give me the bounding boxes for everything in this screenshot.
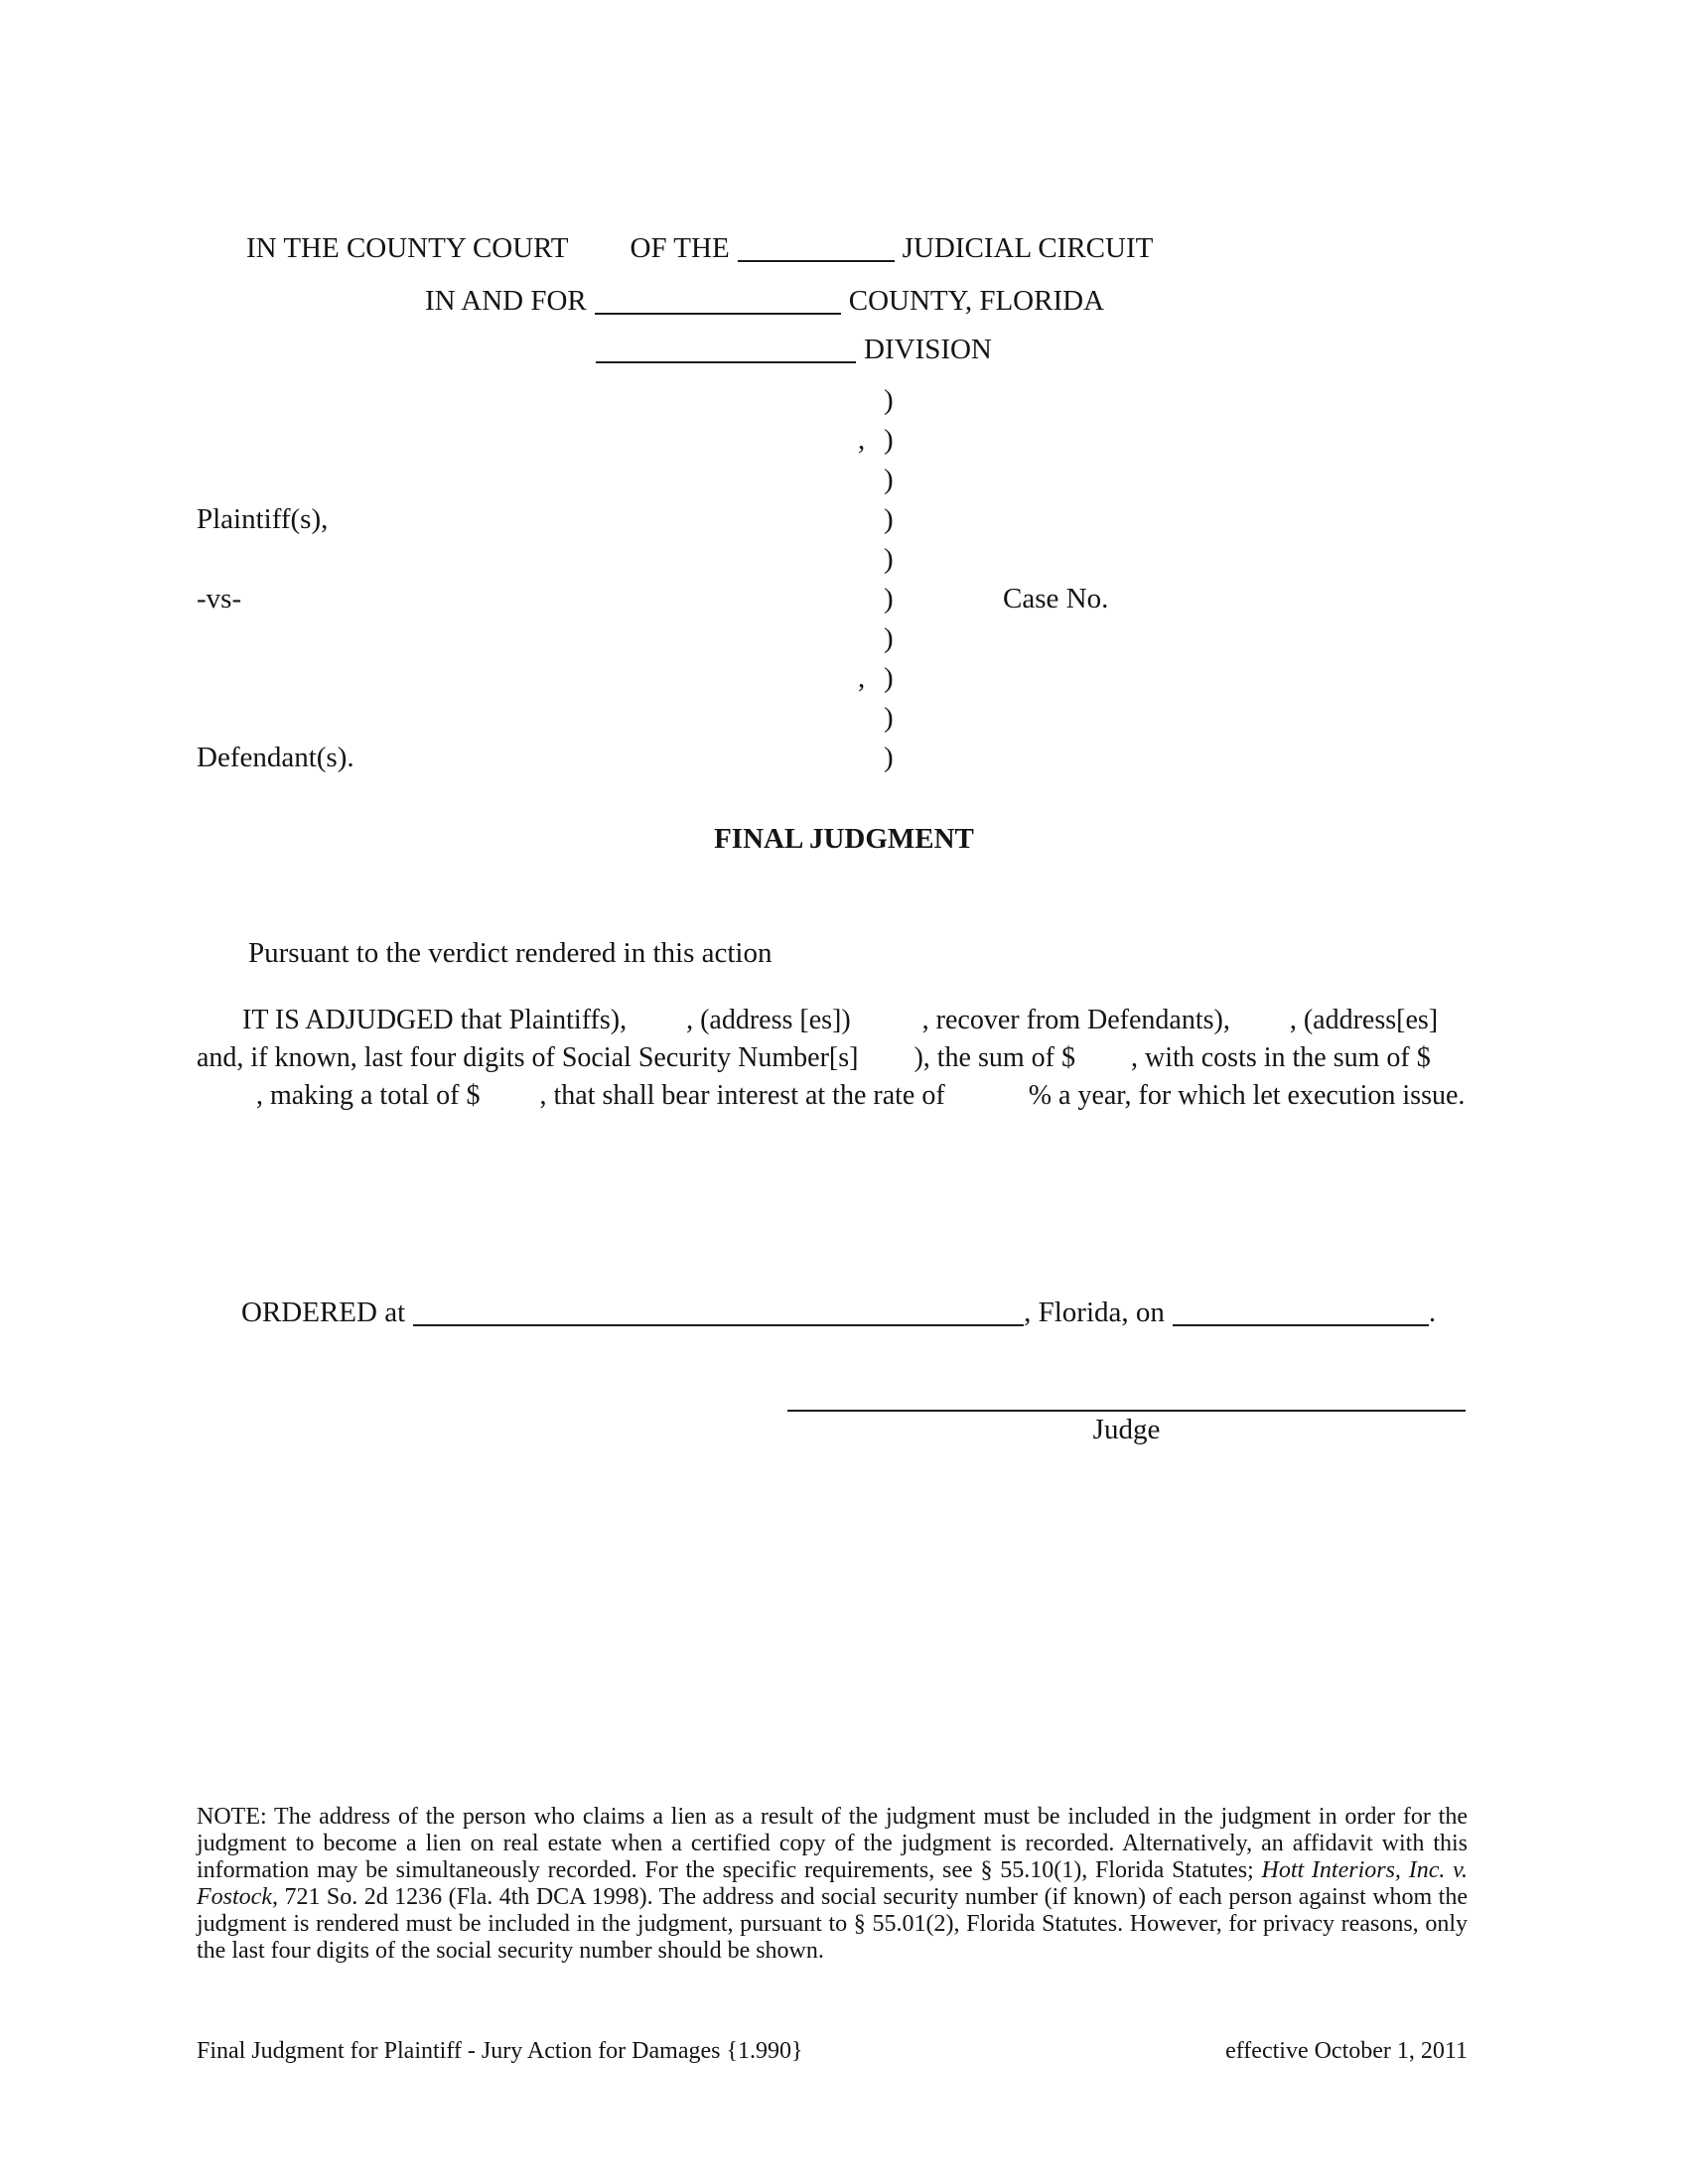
header-court-text: IN THE COUNTY COURT (246, 232, 569, 264)
blank-division[interactable] (596, 357, 856, 363)
ordered-prefix-text: ORDERED at (241, 1297, 406, 1328)
caption-paren: ) (884, 503, 894, 535)
caption-row (197, 738, 1388, 777)
caption-row (197, 579, 1388, 618)
caption-row (197, 618, 1388, 658)
header-division-text: DIVISION (864, 334, 992, 365)
adjudged-seg4: , (address[es] and, if known, last four digits of Social Security Number[s] (197, 1005, 1439, 1073)
header-judicial-circuit-text: JUDICIAL CIRCUIT (902, 232, 1154, 264)
adjudged-seg2: , (address [es]) (686, 1005, 851, 1035)
adjudged-seg6: , with costs in the sum of $ (1130, 1042, 1431, 1073)
blank-defendant-names[interactable] (1230, 1026, 1290, 1028)
blank-plaintiff-names[interactable] (627, 1026, 686, 1028)
note-paragraph (197, 1804, 1468, 1965)
judge-label: Judge (1092, 1414, 1161, 1445)
header-in-and-for-text: IN AND FOR (425, 285, 587, 317)
plaintiff-label: Plaintiff(s), (197, 503, 329, 535)
caption-paren: ) (884, 543, 894, 575)
caption-row (197, 460, 1388, 499)
vs-label: -vs- (197, 583, 242, 614)
caption-row (197, 380, 1388, 420)
adjudged-seg8: , that shall bear interest at the rate of (539, 1080, 945, 1111)
document-title: FINAL JUDGMENT (714, 823, 974, 855)
opening-paragraph: Pursuant to the verdict rendered in this action (248, 937, 773, 969)
adjudged-seg5: ), the sum of $ (914, 1042, 1075, 1073)
blank-costs-amount[interactable] (197, 1102, 256, 1104)
note-case-citation: Hott Interiors, Inc. v. Fostock, (197, 1857, 1468, 1910)
caption-paren: ) (884, 702, 894, 734)
note-part1: NOTE: The address of the person who claims a lien as a result of the judgment must be included in the judgment in order for the judgment to become a lien on real estate when a certified copy of the judgment is recorded. Alternatively, an affidavit with this information may be simultaneously recorded. For the specific requirements, see § 55.10(1), Florida Statutes; (197, 1804, 1468, 1883)
caption-comma-slot: , (858, 424, 866, 456)
header-line-3 (596, 334, 992, 366)
blank-county[interactable] (595, 309, 841, 315)
adjudged-seg3: , recover from Defendants), (921, 1005, 1230, 1035)
blank-total-amount[interactable] (481, 1102, 540, 1104)
note-part2: 721 So. 2d 1236 (Fla. 4th DCA 1998). The address and social security number (if known) of each person against whom the judgment is rendered must be included in the judgment, pursuant to § 55.01(2), Florida Statutes. However, for privacy reasons, only the last four digits of the social security number should be shown. (197, 1884, 1468, 1964)
header-line-1 (246, 232, 1153, 265)
footer-effective-date: effective October 1, 2011 (1225, 2038, 1468, 2064)
blank-sum-amount[interactable] (1075, 1064, 1131, 1066)
header-line-2 (425, 285, 1104, 318)
judge-signature-block (787, 1410, 1466, 1446)
caption-comma-slot: , (858, 662, 866, 694)
caption-row (197, 499, 1388, 539)
caption-paren: ) (884, 662, 894, 694)
caption-row (197, 420, 1388, 460)
caption-paren: ) (884, 742, 894, 773)
caption-paren: ) (884, 384, 894, 416)
case-no-label: Case No. (1003, 583, 1109, 614)
blank-ordered-date[interactable] (1173, 1320, 1429, 1326)
caption-row (197, 539, 1388, 579)
caption-paren: ) (884, 622, 894, 654)
adjudged-seg1: IT IS ADJUDGED that Plaintiffs), (242, 1005, 628, 1035)
caption-paren: ) (884, 583, 894, 614)
adjudged-seg7: , making a total of $ (256, 1080, 481, 1111)
caption-row (197, 658, 1388, 698)
page-footer (197, 2038, 1468, 2065)
ordered-line (241, 1297, 1436, 1329)
ordered-period: . (1428, 1297, 1437, 1328)
header-county-florida-text: COUNTY, FLORIDA (848, 285, 1105, 317)
adjudged-seg9: % a year, for which let execution issue. (1028, 1080, 1466, 1111)
caption-row (197, 698, 1388, 738)
blank-plaintiff-addresses[interactable] (851, 1026, 922, 1028)
ordered-florida-on-text: , Florida, on (1024, 1297, 1165, 1328)
defendant-label: Defendant(s). (197, 742, 354, 773)
header-of-the-text: OF THE (630, 232, 730, 264)
blank-ordered-city[interactable] (413, 1320, 1024, 1326)
caption-paren: ) (884, 424, 894, 456)
case-caption (197, 380, 1388, 777)
blank-interest-rate[interactable] (945, 1102, 1029, 1104)
caption-paren: ) (884, 464, 894, 495)
footer-form-name: Final Judgment for Plaintiff - Jury Action for Damages {1.990} (197, 2038, 803, 2064)
blank-ssn-digits[interactable] (858, 1064, 914, 1066)
blank-judicial-circuit[interactable] (738, 256, 895, 262)
judgment-paragraph (197, 1002, 1482, 1115)
